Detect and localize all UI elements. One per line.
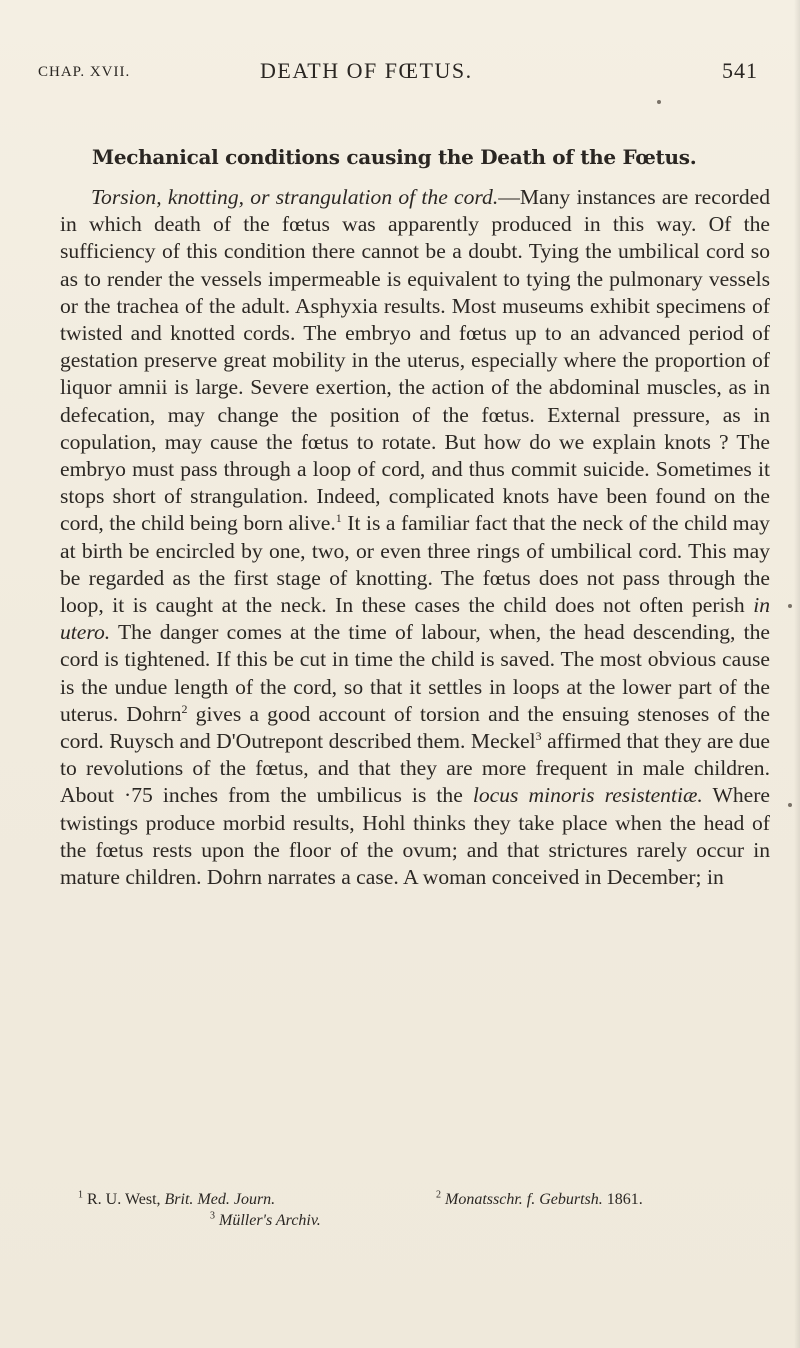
running-title: DEATH OF FŒTUS.: [260, 58, 473, 83]
paragraph-text-5: affirmed that they are due to revolutions of the fœtus, and that they are more frequent in male children. About ·75 inches from the umbilicus is the: [60, 729, 770, 808]
footnote-ref-1[interactable]: 1: [335, 511, 342, 526]
body-paragraph: [60, 184, 770, 891]
paper-speck: [788, 803, 792, 807]
paragraph-lead-italic: Torsion, knotting, or strangulation of the cord.: [91, 185, 499, 209]
footnotes: [60, 1190, 770, 1232]
paper-speck: [788, 604, 792, 608]
paragraph-text-1: —Many instances are recorded in which death of the fœtus was apparently produced in this way. Of the sufficiency of this condition there cannot be a doubt. Tying the umbilical cord so as to render the vessels impermeable is equivalent to tying the pulmonary vessels or the trachea of the adult. Asphyxia results. Most museums exhibit specimens of twisted and knotted cords. The embryo and fœtus up to an advanced period of gestation preserve great mobility in the uterus, especially where the proportion of liquor amnii is large. Severe exertion, the action of the abdominal muscles, as in defecation, may change the position of the fœtus. External pressure, as in copulation, may cause the fœtus to rotate. But how do we explain knots ? The embryo must pass through a loop of cord, and thus commit suicide. Sometimes it stops short of strangulation. Indeed, complicated knots have been found on the cord, the child being born alive.: [60, 185, 770, 536]
footnote-2: [436, 1190, 643, 1210]
paragraph-text-3: The danger comes at the time of labour, when, the head descending, the cord is tightened. If this be cut in time the child is saved. The most obvious cause is the undue length of the cord, so that it settles in loops at the lower part of the uterus. Dohrn: [60, 620, 770, 726]
footnote-1-source: Brit. Med. Journ.: [164, 1191, 276, 1208]
chapter-label: CHAP. XVII.: [38, 64, 131, 80]
footnote-2-source: Monatsschr. f. Geburtsh.: [445, 1191, 603, 1208]
footnote-ref-2[interactable]: 2: [181, 701, 188, 716]
footnote-2-after: 1861.: [602, 1191, 643, 1208]
running-head: [38, 58, 758, 88]
footnote-1: [78, 1190, 275, 1210]
paragraph-text-6: Where twistings produce morbid results, Hohl thinks they take place when the head of the fœtus rests upon the floor of the ovum; and that strictures rarely occur in mature children. Dohrn narrates a case. A woman conceived in December; in: [60, 783, 771, 890]
footnote-3-source: Müller's Archiv.: [219, 1212, 321, 1229]
footnote-3: [210, 1211, 321, 1231]
footnote-ref-3[interactable]: 3: [535, 728, 542, 743]
paper-speck: [657, 100, 661, 104]
footnote-1-number: 1: [78, 1189, 83, 1201]
section-heading: Mechanical conditions causing the Death of the Fœtus.: [92, 145, 697, 169]
footnote-1-author: R. U. West,: [87, 1191, 165, 1208]
paragraph-text-2: It is a familiar fact that the neck of the child may at birth be encircled by one, two, or even three rings of umbilical cord. This may be regarded as the first stage of knotting. The fœtus does not pass through the loop, it is caught at the neck. In these cases the child does not often perish: [60, 511, 770, 618]
footnote-2-number: 2: [436, 1189, 441, 1201]
page-number: 541: [722, 58, 758, 83]
paragraph-italic-locus: locus minoris resistentiæ.: [472, 783, 703, 808]
footnote-line-2: [60, 1211, 770, 1232]
footnote-line-1: [60, 1190, 770, 1211]
paragraph-text-4: gives a good account of torsion and the ensuing stenoses of the cord. Ruysch and D'Outrepont described them. Meckel: [60, 701, 770, 754]
paragraph-italic-in-utero: in utero.: [60, 593, 770, 645]
page-edge-shadow: [794, 0, 800, 1348]
footnote-3-number: 3: [210, 1210, 215, 1222]
